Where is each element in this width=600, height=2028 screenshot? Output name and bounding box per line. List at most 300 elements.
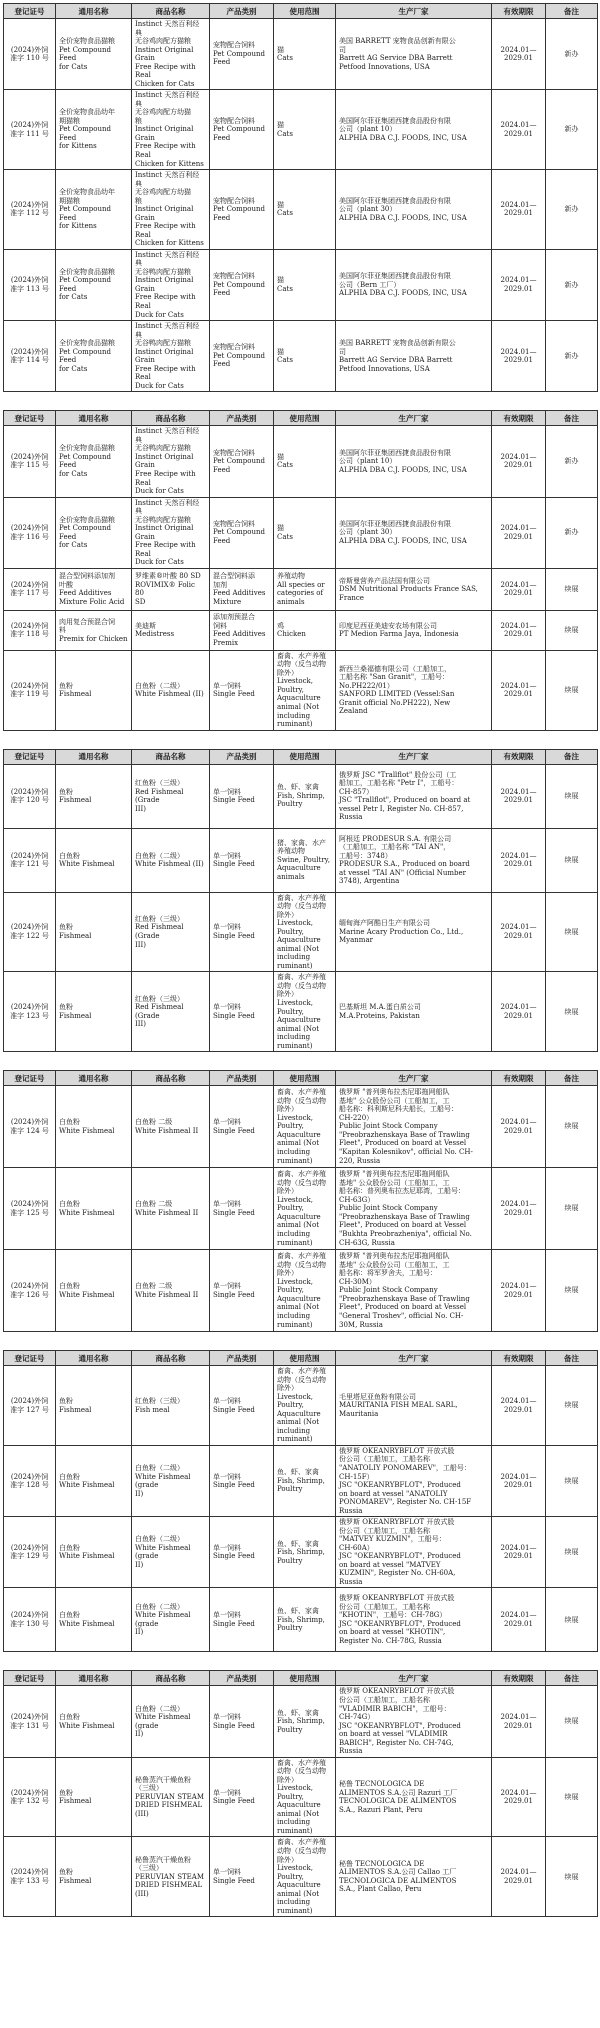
usage-scope-cell: [274, 1686, 336, 1757]
validity-period-text: 2024.01— 2029.01: [500, 1788, 537, 1806]
trade-name-text: 白鱼粉（二级） White Fishmeal (grade II): [135, 1535, 191, 1569]
manufacturer-cell: [336, 1757, 492, 1837]
manufacturer-text: 印度尼西亚美迪安农场有限公司 PT Medion Farma Jaya, Indonesia: [339, 621, 459, 639]
header-row: [4, 1071, 598, 1086]
remark-cell: [546, 1168, 598, 1250]
product-category-text: 混合型饲料添 加剂 Feed Additives Mixture: [213, 572, 266, 606]
table-row: [4, 1168, 598, 1250]
usage-scope-text: 畜禽、水产养殖 动物（反刍动物 除外） Livestock, Poultry, Aquaculture animal (Not including ruminant): [277, 973, 326, 1050]
validity-period-cell: [492, 568, 546, 610]
table-section: [3, 1670, 597, 1917]
manufacturer-cell: [336, 249, 492, 320]
reg-number-text: (2024)外饲 准字 133 号: [10, 1868, 49, 1885]
column-header-manufacturer: 生产厂家: [336, 749, 492, 764]
validity-period-text: 2024.01— 2029.01: [500, 524, 537, 541]
trade-name-text: 白鱼粉（二级） White Fishmeal (grade II): [135, 1704, 191, 1739]
reg-number-text: (2024)外饲 准字 117 号: [10, 580, 49, 598]
trade-name-text: Instinct 天然百利经典 无谷鸭肉配方猫粮 Instinct Original Grain Free Recipe with Real Duck for Cats: [135, 250, 200, 319]
column-header-trade-name: 商品名称: [132, 1671, 210, 1686]
trade-name-text: Instinct 天然百利经典 无谷鸭肉配方猫粮 Instinct Original Grain Free Recipe with Real Duck for Cats: [135, 427, 200, 496]
remark-text: 新办: [564, 351, 579, 360]
usage-scope-cell: [274, 568, 336, 610]
trade-name-text: 美迪斯 Medistress: [135, 621, 175, 639]
column-header-generic-name: 通用名称: [56, 1071, 132, 1086]
column-header-manufacturer: 生产厂家: [336, 1671, 492, 1686]
trade-name-cell: [132, 1250, 210, 1332]
reg-number-cell: [4, 1250, 56, 1332]
usage-scope-text: 畜禽、水产养殖 动物（反刍动物 除外） Livestock, Poultry, Aquaculture animal (Not including ruminant): [277, 1838, 326, 1915]
validity-period-cell: [492, 1168, 546, 1250]
column-header-reg-number: 登记证号: [4, 1671, 56, 1686]
generic-name-cell: [56, 497, 132, 568]
column-header-remark: 备注: [546, 1071, 598, 1086]
manufacturer-cell: [336, 19, 492, 90]
generic-name-text: 鱼粉 Fishmeal: [59, 1003, 92, 1020]
column-header-usage-scope: 使用范围: [274, 749, 336, 764]
column-header-validity-period: 有效期限: [492, 749, 546, 764]
usage-scope-text: 鱼、虾、家禽 Fish, Shrimp, Poultry: [277, 1708, 325, 1734]
validity-period-cell: [492, 650, 546, 730]
product-category-text: 单一饲料 Single Feed: [213, 1788, 255, 1806]
table-row: [4, 249, 598, 320]
column-header-product-category: 产品类别: [210, 4, 274, 19]
usage-scope-cell: [274, 1837, 336, 1917]
usage-scope-cell: [274, 1445, 336, 1516]
product-category-text: 单一饲料 Single Feed: [213, 1200, 255, 1217]
column-header-product-category: 产品类别: [210, 411, 274, 426]
validity-period-text: 2024.01— 2029.01: [500, 1472, 537, 1490]
manufacturer-cell: [336, 1086, 492, 1168]
trade-name-text: 白鱼粉 二级 White Fishmeal II: [135, 1118, 199, 1135]
generic-name-cell: [56, 90, 132, 170]
remark-text: 新办: [564, 280, 579, 289]
reg-number-text: (2024)外饲 准字 132 号: [10, 1788, 49, 1806]
product-category-text: 宠物配合饲料 Pet Compound Feed: [213, 41, 265, 67]
validity-period-text: 2024.01— 2029.01: [500, 681, 537, 699]
registration-table: [3, 3, 598, 392]
manufacturer-cell: [336, 1517, 492, 1588]
reg-number-cell: [4, 497, 56, 568]
product-category-cell: [210, 426, 274, 497]
reg-number-cell: [4, 170, 56, 250]
manufacturer-cell: [336, 1445, 492, 1516]
reg-number-text: (2024)外饲 准字 121 号: [10, 851, 49, 869]
manufacturer-cell: [336, 650, 492, 730]
table-row: [4, 1757, 598, 1837]
trade-name-cell: [132, 764, 210, 828]
product-category-text: 单一饲料 Single Feed: [213, 681, 255, 699]
usage-scope-cell: [274, 497, 336, 568]
manufacturer-cell: [336, 1366, 492, 1446]
usage-scope-text: 鸡 Chicken: [277, 621, 306, 639]
usage-scope-cell: [274, 249, 336, 320]
reg-number-text: (2024)外饲 准字 111 号: [10, 121, 49, 138]
column-header-trade-name: 商品名称: [132, 1351, 210, 1366]
reg-number-text: (2024)外饲 准字 127 号: [10, 1397, 49, 1414]
remark-cell: [546, 1445, 598, 1516]
table-row: [4, 1837, 598, 1917]
usage-scope-cell: [274, 321, 336, 392]
remark-text: 续展: [564, 791, 579, 800]
table-row: [4, 321, 598, 392]
table-row: [4, 764, 598, 828]
column-header-product-category: 产品类别: [210, 1671, 274, 1686]
generic-name-cell: [56, 1588, 132, 1652]
trade-name-text: Instinct 天然百利经典 无谷鸭肉配方猫粮 Instinct Original Grain Free Recipe with Real Duck for Cats: [135, 498, 200, 567]
validity-period-text: 2024.01— 2029.01: [500, 1118, 537, 1135]
product-category-cell: [210, 497, 274, 568]
column-header-remark: 备注: [546, 1351, 598, 1366]
header-row: [4, 749, 598, 764]
generic-name-text: 鱼粉 Fishmeal: [59, 923, 92, 940]
generic-name-text: 全价宠物食品猫粮 Pet Compound Feed for Cats: [59, 37, 115, 71]
usage-scope-cell: [274, 650, 336, 730]
table-row: [4, 828, 598, 892]
trade-name-text: 罗维素®叶酸 80 SD ROVIMIX® Folic 80 SD: [135, 572, 201, 606]
product-category-text: 单一饲料 Single Feed: [213, 1118, 255, 1135]
validity-period-cell: [492, 321, 546, 392]
validity-period-cell: [492, 1588, 546, 1652]
reg-number-cell: [4, 1837, 56, 1917]
remark-cell: [546, 1588, 598, 1652]
generic-name-cell: [56, 1086, 132, 1168]
column-header-reg-number: 登记证号: [4, 411, 56, 426]
usage-scope-cell: [274, 1168, 336, 1250]
reg-number-text: (2024)外饲 准字 123 号: [10, 1003, 49, 1020]
validity-period-cell: [492, 610, 546, 650]
generic-name-cell: [56, 1445, 132, 1516]
column-header-trade-name: 商品名称: [132, 411, 210, 426]
remark-cell: [546, 1517, 598, 1588]
generic-name-text: 白鱼粉 White Fishmeal: [59, 1611, 115, 1628]
generic-name-text: 鱼粉 Fishmeal: [59, 1397, 92, 1414]
product-category-cell: [210, 764, 274, 828]
trade-name-cell: [132, 170, 210, 250]
column-header-validity-period: 有效期限: [492, 411, 546, 426]
generic-name-cell: [56, 1686, 132, 1757]
remark-text: 续展: [564, 1286, 579, 1295]
registration-table: [3, 410, 598, 730]
table-row: [4, 1588, 598, 1652]
column-header-generic-name: 通用名称: [56, 1671, 132, 1686]
table-row: [4, 170, 598, 250]
trade-name-text: Instinct 天然百利经典 无谷鸡肉配方猫粮 Instinct Original Grain Free Recipe with Real Chicken for Cats: [135, 20, 200, 88]
reg-number-cell: [4, 828, 56, 892]
remark-text: 新办: [564, 125, 579, 134]
table-row: [4, 1445, 598, 1516]
product-category-cell: [210, 1086, 274, 1168]
table-section: [3, 749, 597, 1053]
remark-text: 续展: [564, 1717, 579, 1726]
reg-number-text: (2024)外饲 准字 126 号: [10, 1282, 49, 1299]
remark-text: 续展: [564, 1792, 579, 1801]
trade-name-cell: [132, 610, 210, 650]
validity-period-text: 2024.01— 2029.01: [500, 1282, 537, 1299]
column-header-usage-scope: 使用范围: [274, 4, 336, 19]
usage-scope-cell: [274, 972, 336, 1052]
manufacturer-text: 美国阿尔菲亚集团西捷食品股份有限 公司（plant 10） ALPHIA DBA C.J. FOODS, INC, USA: [339, 116, 467, 142]
generic-name-cell: [56, 1837, 132, 1917]
column-header-validity-period: 有效期限: [492, 1351, 546, 1366]
reg-number-cell: [4, 568, 56, 610]
validity-period-cell: [492, 90, 546, 170]
reg-number-cell: [4, 1686, 56, 1757]
table-row: [4, 892, 598, 972]
manufacturer-cell: [336, 170, 492, 250]
trade-name-text: 白鱼粉（二级） White Fishmeal (grade II): [135, 1464, 191, 1498]
product-category-text: 单一饲料 Single Feed: [213, 1397, 255, 1414]
trade-name-cell: [132, 1086, 210, 1168]
reg-number-text: (2024)外饲 准字 113 号: [10, 276, 49, 293]
manufacturer-cell: [336, 764, 492, 828]
generic-name-text: 白鱼粉 White Fishmeal: [59, 1472, 115, 1490]
remark-text: 续展: [564, 1548, 579, 1557]
manufacturer-text: 俄罗斯 OKEANRYBFLOT 开放式股 份公司（工船加工，工船名称 "MATVEY KUZMIN"，工船号： CH-60A） JSC "OKEANRYBFLOT", Produced on board at vessel "MATVEY KUZMIN", Register No. CH-60A, Russia: [339, 1518, 461, 1586]
remark-text: 续展: [564, 685, 579, 694]
validity-period-cell: [492, 1837, 546, 1917]
validity-period-text: 2024.01— 2029.01: [500, 1611, 537, 1628]
manufacturer-text: 新西兰桑福德有限公司（工船加工， 工船名称 "San Granit"，工船号： No.PH222/01） SANFORD LIMITED (Vessel:San Granit official No.PH222), New Zealand: [339, 664, 455, 716]
validity-period-text: 2024.01— 2029.01: [500, 1397, 537, 1414]
product-category-cell: [210, 249, 274, 320]
product-category-text: 单一饲料 Single Feed: [213, 1003, 255, 1020]
reg-number-text: (2024)外饲 准字 131 号: [10, 1713, 49, 1730]
product-category-text: 宠物配合饲料 Pet Compound Feed: [213, 116, 265, 142]
remark-cell: [546, 972, 598, 1052]
product-category-text: 宠物配合饲料 Pet Compound Feed: [213, 519, 265, 545]
registration-table: [3, 1350, 598, 1652]
trade-name-cell: [132, 497, 210, 568]
validity-period-text: 2024.01— 2029.01: [500, 1200, 537, 1217]
remark-cell: [546, 828, 598, 892]
product-category-cell: [210, 650, 274, 730]
generic-name-cell: [56, 249, 132, 320]
generic-name-text: 全价宠物食品猫粮 Pet Compound Feed for Cats: [59, 515, 115, 550]
reg-number-cell: [4, 1757, 56, 1837]
trade-name-text: 白鱼粉（二级） White Fishmeal (II): [135, 681, 204, 699]
generic-name-text: 白鱼粉 White Fishmeal: [59, 1282, 115, 1299]
validity-period-cell: [492, 19, 546, 90]
usage-scope-text: 畜禽、水产养殖 动物（反刍动物 除外） Livestock, Poultry, Aquaculture animal (Not including ruminant): [277, 651, 326, 729]
manufacturer-text: 阿根廷 PRODESUR S.A. 有限公司 （工船加工，工船名称 "TAI AN"， 工船号：3748） PRODESUR S.A., Produced on board at vessel "TAI AN" (Official Number 3748), Argentina: [339, 834, 470, 886]
reg-number-text: (2024)外饲 准字 118 号: [10, 621, 49, 639]
table-section: [3, 410, 597, 730]
validity-period-cell: [492, 497, 546, 568]
manufacturer-cell: [336, 828, 492, 892]
remark-text: 续展: [564, 1476, 579, 1485]
header-row: [4, 411, 598, 426]
column-header-usage-scope: 使用范围: [274, 1351, 336, 1366]
manufacturer-text: 俄罗斯 OKEANRYBFLOT 开放式股 份公司（工船加工，工船名称 "VLADIMIR BABICH"，工船号： CH-74G） JSC "OKEANRYBFLOT", Produced on board at vessel "VLADIMIR BABICH", Register No. CH-74G, Russia: [339, 1687, 461, 1756]
remark-cell: [546, 249, 598, 320]
product-category-text: 单一饲料 Single Feed: [213, 1472, 255, 1490]
validity-period-text: 2024.01— 2029.01: [500, 851, 537, 869]
manufacturer-text: 帝斯曼营养产品法国有限公司 DSM Nutritional Products France SAS, France: [339, 576, 478, 602]
remark-text: 续展: [564, 1007, 579, 1016]
product-category-cell: [210, 90, 274, 170]
product-category-text: 单一饲料 Single Feed: [213, 923, 255, 940]
remark-text: 新办: [564, 528, 579, 537]
usage-scope-cell: [274, 426, 336, 497]
column-header-generic-name: 通用名称: [56, 411, 132, 426]
generic-name-text: 鱼粉 Fishmeal: [59, 787, 92, 805]
remark-cell: [546, 90, 598, 170]
registration-table: [3, 749, 598, 1053]
reg-number-text: (2024)外饲 准字 124 号: [10, 1118, 49, 1135]
column-header-usage-scope: 使用范围: [274, 1671, 336, 1686]
reg-number-cell: [4, 1517, 56, 1588]
trade-name-text: 白鱼粉（二级） White Fishmeal (grade II): [135, 1602, 191, 1637]
trade-name-cell: [132, 1366, 210, 1446]
column-header-usage-scope: 使用范围: [274, 1071, 336, 1086]
column-header-reg-number: 登记证号: [4, 1351, 56, 1366]
reg-number-text: (2024)外饲 准字 112 号: [10, 200, 49, 218]
trade-name-cell: [132, 19, 210, 90]
reg-number-text: (2024)外饲 准字 115 号: [10, 452, 49, 470]
remark-cell: [546, 892, 598, 972]
product-category-text: 宠物配合饲料 Pet Compound Feed: [213, 272, 265, 298]
manufacturer-cell: [336, 1250, 492, 1332]
trade-name-text: 白鱼粉 二级 White Fishmeal II: [135, 1282, 199, 1299]
remark-cell: [546, 170, 598, 250]
manufacturer-cell: [336, 1686, 492, 1757]
manufacturer-text: 美国阿尔菲亚集团西捷食品股份有限 公司（plant 30） ALPHIA DBA C.J. FOODS, INC, USA: [339, 196, 467, 222]
product-category-cell: [210, 1366, 274, 1446]
generic-name-cell: [56, 170, 132, 250]
usage-scope-cell: [274, 1517, 336, 1588]
trade-name-cell: [132, 321, 210, 392]
generic-name-cell: [56, 568, 132, 610]
registration-table: [3, 1070, 598, 1332]
generic-name-text: 全价宠物食品幼年 期猫粮 Pet Compound Feed for Kittens: [59, 108, 115, 151]
generic-name-cell: [56, 1757, 132, 1837]
generic-name-cell: [56, 1517, 132, 1588]
remark-text: 续展: [564, 626, 579, 635]
remark-cell: [546, 497, 598, 568]
validity-period-text: 2024.01— 2029.01: [500, 347, 537, 365]
column-header-product-category: 产品类别: [210, 1351, 274, 1366]
validity-period-cell: [492, 1517, 546, 1588]
reg-number-cell: [4, 764, 56, 828]
usage-scope-text: 畜禽、水产养殖 动物（反刍动物 除外） Livestock, Poultry, Aquaculture animal (Not including ruminant): [277, 1170, 326, 1247]
product-category-text: 单一饲料 Single Feed: [213, 1868, 255, 1885]
usage-scope-text: 猫 Cats: [277, 524, 293, 541]
validity-period-cell: [492, 828, 546, 892]
manufacturer-cell: [336, 892, 492, 972]
remark-cell: [546, 321, 598, 392]
remark-text: 新办: [564, 49, 579, 58]
validity-period-cell: [492, 170, 546, 250]
usage-scope-text: 畜禽、水产养殖 动物（反刍动物 除外） Livestock, Poultry, Aquaculture animal (Not including ruminant): [277, 1758, 326, 1835]
product-category-text: 添加剂预混合 饲料 Feed Additives Premix: [213, 613, 266, 647]
validity-period-cell: [492, 1366, 546, 1446]
product-category-text: 单一饲料 Single Feed: [213, 1543, 255, 1561]
usage-scope-cell: [274, 170, 336, 250]
manufacturer-cell: [336, 610, 492, 650]
product-category-text: 单一饲料 Single Feed: [213, 1611, 255, 1628]
column-header-generic-name: 通用名称: [56, 4, 132, 19]
remark-text: 续展: [564, 1401, 579, 1410]
manufacturer-cell: [336, 972, 492, 1052]
reg-number-cell: [4, 426, 56, 497]
product-category-cell: [210, 1250, 274, 1332]
column-header-remark: 备注: [546, 4, 598, 19]
validity-period-cell: [492, 764, 546, 828]
remark-cell: [546, 1837, 598, 1917]
validity-period-cell: [492, 426, 546, 497]
manufacturer-cell: [336, 321, 492, 392]
manufacturer-cell: [336, 426, 492, 497]
validity-period-text: 2024.01— 2029.01: [500, 923, 537, 940]
generic-name-text: 全价宠物食品猫粮 Pet Compound Feed for Cats: [59, 267, 115, 302]
column-header-trade-name: 商品名称: [132, 1071, 210, 1086]
manufacturer-text: 毛里塔尼亚鱼粉有限公司 MAURITANIA FISH MEAL SARL, Mauritania: [339, 1392, 458, 1418]
manufacturer-text: 巴基斯坦 M.A.蛋白质公司 M.A.Proteins, Pakistan: [339, 1003, 421, 1020]
remark-cell: [546, 568, 598, 610]
product-category-cell: [210, 170, 274, 250]
trade-name-text: 红鱼粉（三级） Red Fishmeal (Grade III): [135, 994, 184, 1029]
table-row: [4, 610, 598, 650]
column-header-manufacturer: 生产厂家: [336, 1351, 492, 1366]
table-row: [4, 1250, 598, 1332]
generic-name-cell: [56, 650, 132, 730]
column-header-validity-period: 有效期限: [492, 4, 546, 19]
trade-name-cell: [132, 568, 210, 610]
column-header-trade-name: 商品名称: [132, 749, 210, 764]
validity-period-text: 2024.01— 2029.01: [500, 580, 537, 598]
remark-text: 续展: [564, 1615, 579, 1624]
trade-name-text: 白鱼粉 二级 White Fishmeal II: [135, 1200, 199, 1217]
remark-text: 续展: [564, 1872, 579, 1881]
validity-period-cell: [492, 1757, 546, 1837]
reg-number-text: (2024)外饲 准字 122 号: [10, 923, 49, 940]
usage-scope-text: 猫 Cats: [277, 452, 293, 470]
table-row: [4, 1366, 598, 1446]
manufacturer-text: 俄罗斯 JSC "Trallflot" 股份公司（工 船加工，工船名称 "Petr I"，工船号： CH-857） JSC "Trallflot", Produced on board at vessel Petr I, Register No. CH-857, Russia: [339, 770, 471, 822]
product-category-cell: [210, 321, 274, 392]
table-row: [4, 90, 598, 170]
trade-name-text: 白鱼粉（二级） White Fishmeal (II): [135, 851, 204, 869]
trade-name-text: Instinct 天然百利经典 无谷鸡肉配方幼猫 粮 Instinct Original Grain Free Recipe with Real Chicken for Kittens: [135, 171, 204, 248]
usage-scope-text: 畜禽、水产养殖 动物（反刍动物 除外） Livestock, Poultry, Aquaculture animal (Not including ruminant): [277, 1088, 326, 1165]
validity-period-text: 2024.01— 2029.01: [500, 621, 537, 639]
trade-name-cell: [132, 1757, 210, 1837]
generic-name-text: 白鱼粉 White Fishmeal: [59, 1543, 115, 1561]
trade-name-cell: [132, 426, 210, 497]
manufacturer-cell: [336, 90, 492, 170]
reg-number-text: (2024)外饲 准字 119 号: [10, 681, 49, 699]
validity-period-text: 2024.01— 2029.01: [500, 1868, 537, 1885]
product-category-text: 宠物配合饲料 Pet Compound Feed: [213, 343, 265, 369]
trade-name-cell: [132, 1588, 210, 1652]
reg-number-text: (2024)外饲 准字 128 号: [10, 1472, 49, 1490]
product-category-text: 宠物配合饲料 Pet Compound Feed: [213, 448, 265, 474]
column-header-remark: 备注: [546, 411, 598, 426]
validity-period-text: 2024.01— 2029.01: [500, 1003, 537, 1020]
column-header-product-category: 产品类别: [210, 1071, 274, 1086]
product-category-cell: [210, 828, 274, 892]
validity-period-cell: [492, 972, 546, 1052]
reg-number-text: (2024)外饲 准字 116 号: [10, 524, 49, 541]
usage-scope-text: 养殖动物 All species or categories of animals: [277, 572, 325, 606]
usage-scope-text: 畜禽、水产养殖 动物（反刍动物 除外） Livestock, Poultry, Aquaculture animal (Not including ruminant): [277, 893, 326, 970]
trade-name-cell: [132, 972, 210, 1052]
validity-period-cell: [492, 1250, 546, 1332]
trade-name-text: 红鱼粉（三级） Red Fishmeal (Grade III): [135, 779, 184, 813]
trade-name-cell: [132, 90, 210, 170]
column-header-manufacturer: 生产厂家: [336, 411, 492, 426]
column-header-trade-name: 商品名称: [132, 4, 210, 19]
